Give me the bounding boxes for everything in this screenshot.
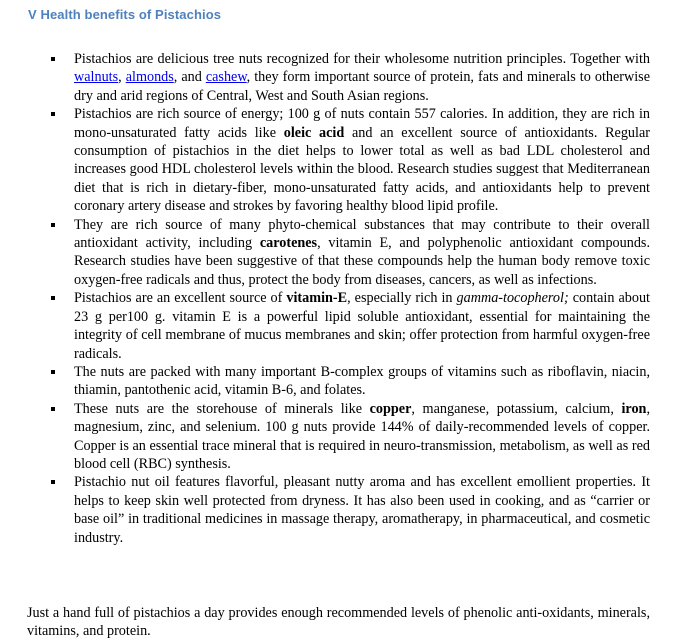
list-item xyxy=(74,400,650,474)
walnuts-link[interactable]: walnuts xyxy=(74,69,119,86)
item-text: They are rich source of many phyto-chemical substances that may contribute to their overall antioxidant activity, including xyxy=(74,216,650,252)
item-text: Pistachio nut oil features flavorful, pleasant nutty aroma and has excellent emollient properties. It helps to keep skin well protected from dryness. It has also been used in cooking, and as “carrier or base oil” in traditional medicines in massage therapy, aromatherapy, in pharmaceutical, and cosmetic industry. xyxy=(74,474,650,546)
item-text: , they form important source of protein, fats and minerals to otherwise dry and arid regions of Central, West and South Asian regions. xyxy=(74,69,651,104)
square-bullet-icon xyxy=(51,296,55,300)
italic-term: gamma-tocopherol; xyxy=(456,290,569,307)
item-text: contain about 23 g per100 g. vitamin E is a powerful lipid soluble antioxidant, essential for maintaining the integrity of cell membrane of mucus membranes and skin; offer protection from harmful oxygen-free radicals. xyxy=(74,290,650,362)
item-text: , and xyxy=(173,69,206,86)
list-item xyxy=(74,363,650,400)
square-bullet-icon xyxy=(51,112,55,116)
item-text: , especially rich in xyxy=(347,290,457,307)
item-text: and an excellent source of antioxidants. Regular consumption of pistachios in the diet helps to lower total as well as bad LDL cholesterol and increases good HDL cholesterol levels within the blood. Research studies suggest that Mediterranean diet that is rich in dietary-fiber, mono-unsaturated fatty acids, and antioxidants help to prevent coronary artery disease and strokes by favoring healthy blood lipid profile. xyxy=(74,124,650,215)
list-item xyxy=(74,216,650,290)
bold-term: vitamin-E xyxy=(286,290,348,307)
square-bullet-icon xyxy=(51,370,55,374)
item-text: These nuts are the storehouse of minerals like xyxy=(74,400,370,417)
square-bullet-icon xyxy=(51,407,55,411)
bold-term: iron xyxy=(621,400,647,417)
item-text: , xyxy=(118,69,126,86)
item-text: Pistachios are delicious tree nuts recognized for their wholesome nutrition principles. Together with xyxy=(74,51,650,67)
cashew-link[interactable]: cashew xyxy=(205,69,247,86)
list-item xyxy=(74,50,650,105)
square-bullet-icon xyxy=(51,223,55,227)
item-text: , magnesium, zinc, and selenium. 100 g nuts provide 144% of daily-recommended levels of copper. Copper is an essential trace mineral that is required in neuro-transmission, metabolism, as well as red blood cell (RBC) synthesis. xyxy=(74,400,650,472)
benefits-list xyxy=(0,50,678,547)
item-text: Pistachios are rich source of energy; 100 g of nuts contain 557 calories. In addition, they are rich in mono-unsaturated fatty acids like xyxy=(74,106,650,141)
bold-term: copper xyxy=(369,400,412,417)
square-bullet-icon xyxy=(51,480,55,484)
list-item xyxy=(74,289,650,363)
section-heading: V Health benefits of Pistachios xyxy=(28,7,222,22)
item-text: Pistachios are an excellent source of xyxy=(74,290,287,307)
closing-paragraph: Just a hand full of pistachios a day provides enough recommended levels of phenolic anti-oxidants, minerals, vitamins, and protein. xyxy=(27,605,650,640)
square-bullet-icon xyxy=(51,57,55,61)
item-text: The nuts are packed with many important B-complex groups of vitamins such as riboflavin, niacin, thiamin, pantothenic acid, vitamin B-6, and folates. xyxy=(74,363,650,399)
list-item xyxy=(74,473,650,547)
bold-term: carotenes xyxy=(259,235,318,252)
item-text: , manganese, potassium, calcium, xyxy=(411,400,622,417)
item-text: , vitamin E, and polyphenolic antioxidant compounds. Research studies have been suggestive of that these compounds help the human body remove toxic oxygen-free radicals and thus, protect the body from diseases, cancers, as well as infections. xyxy=(74,235,650,288)
bold-term: oleic acid xyxy=(283,124,345,141)
list-item xyxy=(74,105,650,215)
almonds-link[interactable]: almonds xyxy=(125,69,174,86)
